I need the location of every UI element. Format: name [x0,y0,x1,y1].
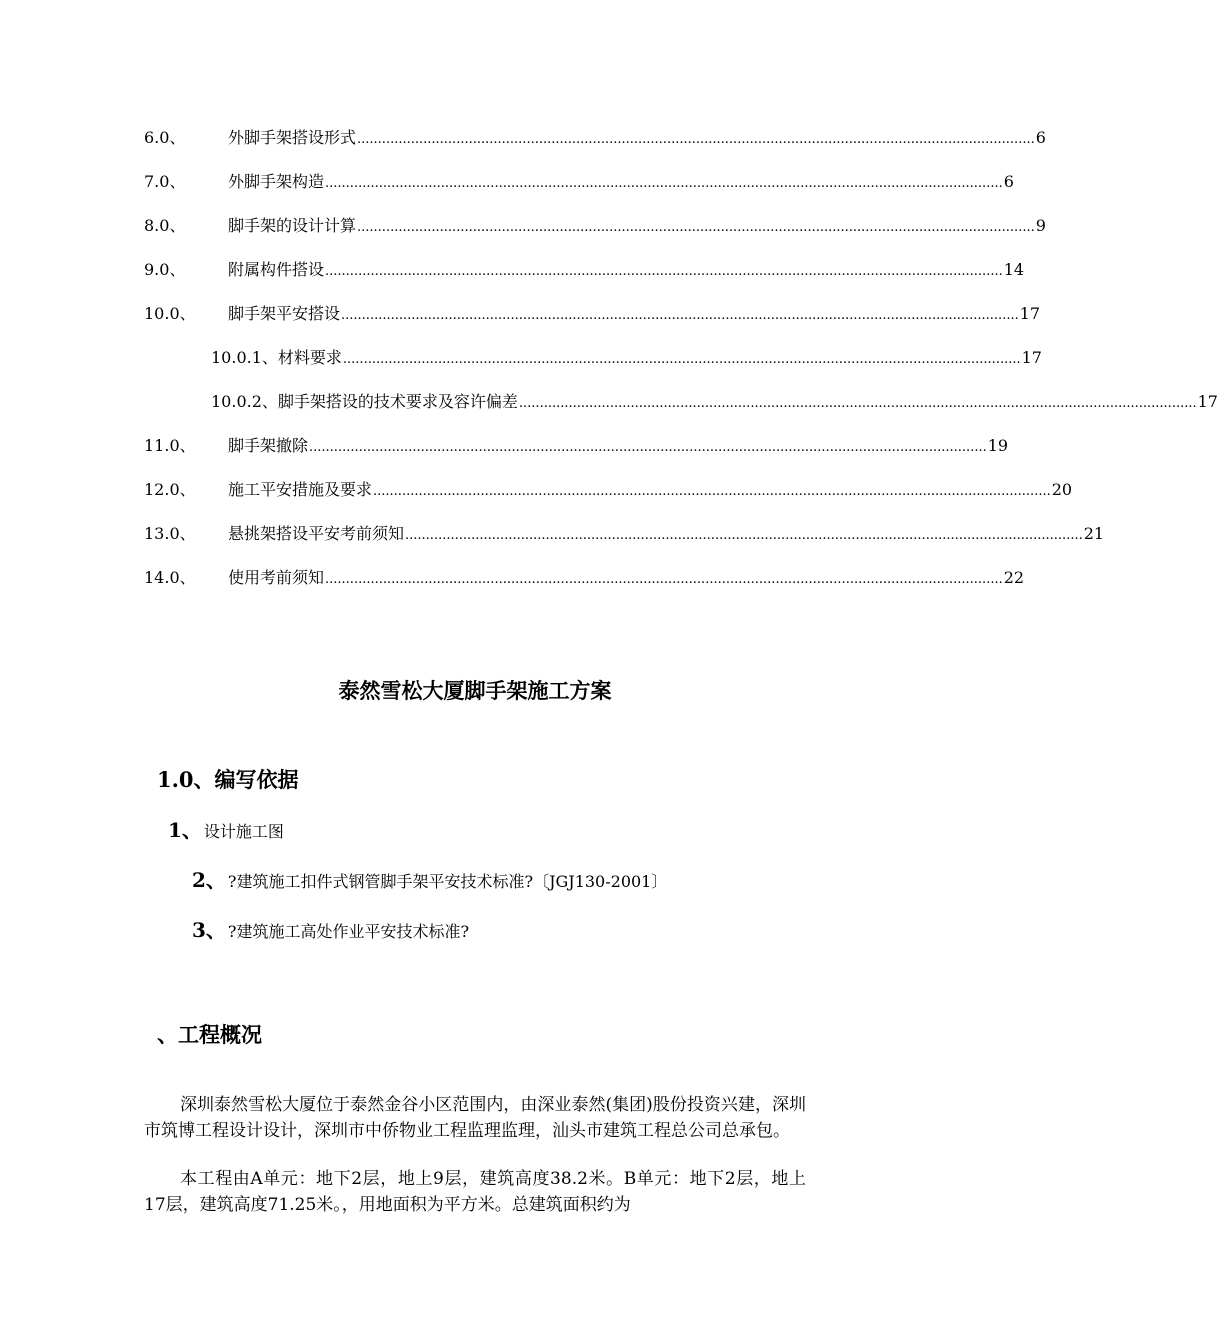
toc-leader: .................................................................................................................................................................... [518,396,1197,411]
toc-page: 20 [1051,480,1073,499]
toc-title: 脚手架撤除 [228,436,309,455]
toc-page: 6 [1035,128,1046,147]
toc-leader: .................................................................................................................................................................... [373,484,1051,499]
toc-title: 使用考前须知 [228,568,325,587]
toc-entry[interactable] [144,564,1025,588]
item-text: ?建筑施工高处作业平安技术标准? [227,922,470,941]
toc-number: 13.0、 [144,524,196,543]
toc-number: 6.0、 [144,128,186,147]
toc-page: 6 [1003,172,1014,191]
toc-subentry[interactable] [211,344,1042,368]
item-number: 2、 [192,868,226,892]
toc-title: 外脚手架构造 [228,172,325,191]
item-text: ?建筑施工扣件式钢管脚手架平安技术标准?〔JGJ130-2001〕 [227,872,668,891]
toc-page: 17 [1197,392,1218,411]
toc-leader: .................................................................................................................................................................... [325,264,1003,279]
toc-number: 10.0、 [144,304,196,323]
toc-leader: .................................................................................................................................................................... [325,572,1003,587]
toc-title: 外脚手架搭设形式 [228,128,357,147]
reference-item [168,814,284,843]
toc-entry[interactable] [144,168,1014,192]
item-number: 3、 [192,918,226,942]
toc-entry[interactable] [144,256,1025,280]
toc-page: 14 [1003,260,1025,279]
item-number: 1、 [168,818,202,842]
toc-leader: .................................................................................................................................................................... [309,440,987,455]
toc-number: 11.0、 [144,436,196,455]
section-heading: 1.0、编写依据 [157,767,299,792]
toc-leader: .................................................................................................................................................................... [325,176,1003,191]
toc-title: 附属构件搭设 [228,260,325,279]
document-title: 泰然雪松大厦脚手架施工方案 [338,678,612,703]
toc-page: 21 [1083,524,1105,543]
toc-entry[interactable] [144,520,1105,544]
toc-leader: .................................................................................................................................................................... [405,528,1083,543]
toc-leader: .................................................................................................................................................................... [357,220,1035,235]
toc-page: 17 [1021,348,1042,367]
toc-subentry[interactable] [211,388,1218,412]
toc-page: 17 [1019,304,1041,323]
body-paragraph: 深圳泰然雪松大厦位于泰然金谷小区范围内，由深业泰然(集团)股份投资兴建，深圳市筑博工程设计设计，深圳市中侨物业工程监理监理，汕头市建筑工程总公司总承包。 [144,1095,806,1141]
reference-item [192,864,667,893]
toc-title: 10.0.1、材料要求 [211,348,342,367]
toc-number: 7.0、 [144,172,186,191]
toc-page: 22 [1003,568,1025,587]
body-paragraph: 本工程由A单元：地下2层，地上9层，建筑高度38.2米。B单元：地下2层，地上17层，建筑高度71.25米。，用地面积为平方米。总建筑面积约为 [144,1169,806,1215]
toc-number: 9.0、 [144,260,186,279]
toc-entry[interactable] [144,124,1046,148]
section-heading: 、工程概况 [157,1022,262,1047]
toc-number: 14.0、 [144,568,196,587]
toc-number: 8.0、 [144,216,186,235]
toc-page: 9 [1035,216,1046,235]
toc-title: 悬挑架搭设平安考前须知 [228,524,405,543]
toc-page: 19 [987,436,1009,455]
toc-title: 脚手架的设计计算 [228,216,357,235]
toc-title: 脚手架平安搭设 [228,304,341,323]
toc-entry[interactable] [144,432,1009,456]
toc-title: 10.0.2、脚手架搭设的技术要求及容许偏差 [211,392,518,411]
toc-entry[interactable] [144,212,1046,236]
toc-leader: .................................................................................................................................................................... [357,132,1035,147]
reference-item [192,914,469,943]
toc-leader: .................................................................................................................................................................... [342,352,1021,367]
toc-entry[interactable] [144,300,1041,324]
item-text: 设计施工图 [203,822,284,841]
toc-leader: .................................................................................................................................................................... [341,308,1019,323]
toc-number: 12.0、 [144,480,196,499]
toc-entry[interactable] [144,476,1073,500]
toc-title: 施工平安措施及要求 [228,480,373,499]
